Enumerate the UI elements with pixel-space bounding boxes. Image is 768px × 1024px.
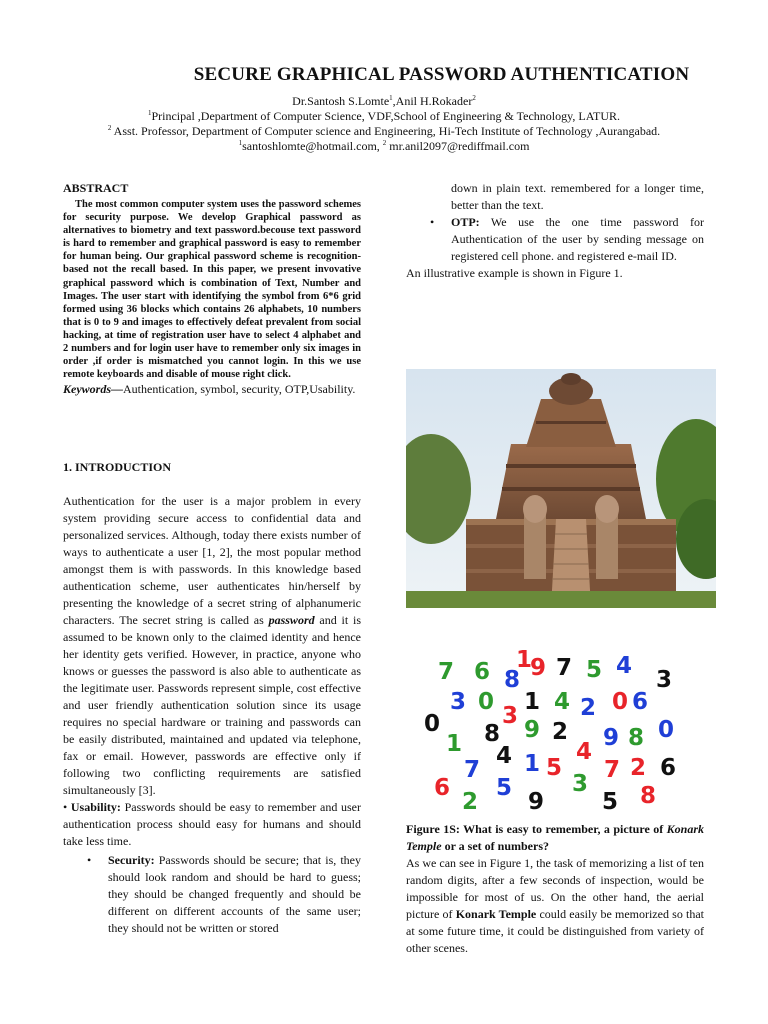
usability-item <box>63 799 361 850</box>
otp-label: OTP: <box>451 215 480 229</box>
discussion-text-b: could easily be memorized so that at some future time, it could be distinguished from variety of other scenes. <box>406 907 705 955</box>
digit-37: 9 <box>528 789 545 815</box>
security-label: Security: <box>108 853 155 867</box>
digit-2: 8 <box>504 667 521 693</box>
figure-caption <box>406 821 704 855</box>
digit-30: 7 <box>604 757 621 783</box>
caption-text-b: or a set of numbers? <box>441 839 549 853</box>
aff-1-text: Principal ,Department of Computer Science, VDF,School of Engineering & Technology, LATUR. <box>151 109 621 123</box>
digit-0: 7 <box>438 659 455 685</box>
email-line <box>0 135 768 154</box>
digit-25: 4 <box>496 743 513 769</box>
aff-1-sup: 1 <box>147 109 152 117</box>
digit-38: 5 <box>602 789 619 815</box>
digit-24: 1 <box>446 731 463 757</box>
digit-3: 1 <box>516 647 533 673</box>
otp-item <box>406 214 704 265</box>
security-text: Passwords should be secure; that is, they should look random and should be hard to guess; they should be changed frequently and should be different on different accounts of the same user; they should not be written or stored <box>108 853 361 935</box>
digit-34: 5 <box>496 775 513 801</box>
random-numbers-image <box>406 641 716 819</box>
illustrative-line: An illustrative example is shown in Figure 1. <box>406 266 623 280</box>
abstract-body: The most common computer system uses the password schemes for security purpose. We develop Graphical password as alternatives to biometry and text password.becouse text password is hard to remember and graphical password is easy to remember for human being. Our graphical password scheme is recognition-based not the recall based. In this paper, we present invovative graphical password which is combination of Text, Number and Images. The user start with identifying the symbol from 6*6 grid formed using 36 blocks which contains 26 alphabets, 10 numbers that is 0 to 9 and images to effectively defeat prevalent from social hacking, at time of registration user have to select 4 alphabet and 2 numbers and for login user have to remember only six images in order ,if order is mismatched you cannot login. In this we use remote keyboards and disable of mouse right click. <box>63 199 361 381</box>
digit-12: 4 <box>554 689 571 715</box>
author-2: ,Anil H.Rokader <box>392 94 473 108</box>
intro-text-a: Authentication for the user is a major problem in every system providing secure access to confidential data and personalized services. Although, today there exists number of ways to authenticate a user [1, 2], the most popular method amongst them is with passwords. In this knowledge based authentication scheme, user authenticates hin/herself by presenting the knowledge of a secret string of alphanumeric characters. The secret string is called as <box>63 494 361 627</box>
digit-31: 2 <box>630 755 647 781</box>
keywords-text: Authentication, symbol, security, OTP,Usability. <box>123 382 356 397</box>
introduction-body <box>63 493 361 937</box>
intro-text-b: and it is assumed to be known only to the claimed identity and hence her identity gets verified. However, in practice, anyone who knows or guesses the password is also able to authenticate as the legitimate user. Passwords represent simple, cost effective and user friendly authentication solution since its usage requires no special hardware or training and passwords can be easily distributed, maintained and updated via telephone, fax or email. However, passwords are effective only if following two conflicting requirements are satisfied simultaneously [3]. <box>63 613 361 797</box>
author-1: Dr.Santosh S.Lomte <box>292 94 390 108</box>
author-2-sup: 2 <box>472 94 476 102</box>
digit-14: 0 <box>612 689 629 715</box>
figure-caption-block <box>406 821 704 957</box>
otp-text: We use the one time password for Authentication of the user by sending message on registered cell phone. and registered e-mail ID. <box>451 215 704 263</box>
digit-15: 6 <box>632 689 649 715</box>
usability-label: Usability: <box>70 800 121 814</box>
keywords-label: Keywords— <box>63 382 123 397</box>
digit-18: 8 <box>484 721 501 747</box>
email-1: santoshlomte@hotmail.com, <box>242 139 383 153</box>
digit-17: 3 <box>502 703 519 729</box>
digit-21: 9 <box>603 725 620 751</box>
usability-bullet: • <box>63 800 71 814</box>
author-1-sup: 1 <box>389 94 393 102</box>
digit-35: 3 <box>572 771 589 797</box>
digit-27: 7 <box>464 757 481 783</box>
paper-title: SECURE GRAPHICAL PASSWORD AUTHENTICATION <box>193 64 690 85</box>
intro-emphasis: password <box>268 613 315 627</box>
digit-4: 9 <box>530 655 547 681</box>
digit-29: 5 <box>546 755 563 781</box>
figure-discussion <box>406 855 704 957</box>
bullet-dot-icon: • <box>87 853 92 867</box>
digit-6: 5 <box>586 657 603 683</box>
caption-text-a: Figure 1S: What is easy to remember, a picture of <box>406 822 667 836</box>
abstract-heading: ABSTRACT <box>63 181 129 195</box>
right-column <box>406 180 704 282</box>
digit-5: 7 <box>556 655 573 681</box>
digit-28: 1 <box>524 751 541 777</box>
digit-16: 0 <box>424 711 441 737</box>
digit-33: 6 <box>434 775 451 801</box>
digit-23: 0 <box>658 717 675 743</box>
konark-temple-image <box>406 369 716 608</box>
digit-39: 8 <box>640 783 657 809</box>
bullet-dot-icon: • <box>430 215 435 229</box>
digit-13: 2 <box>580 695 597 721</box>
security-continued <box>406 180 704 214</box>
digit-36: 2 <box>462 789 479 815</box>
security-cont-text: down in plain text. remembered for a longer time, better than the text. <box>451 181 704 212</box>
digit-10: 0 <box>478 689 495 715</box>
email-2: mr.anil2097@rediffmail.com <box>386 139 530 153</box>
digit-26: 4 <box>576 739 593 765</box>
discussion-text-a: As we can see in Figure 1, the task of memorizing a list of ten random digits, after a few seconds of inspection, would be impossible for most of us. On the other hand, the aerial picture of <box>406 856 704 921</box>
left-column <box>63 180 361 935</box>
digit-8: 3 <box>656 667 673 693</box>
email-2-sup: 2 <box>382 139 387 147</box>
aff-2-sup: 2 <box>107 124 112 132</box>
discussion-bold: Konark Temple <box>455 907 537 921</box>
digit-11: 1 <box>524 689 541 715</box>
digit-20: 2 <box>552 719 569 745</box>
email-1-sup: 1 <box>238 139 243 147</box>
digit-9: 3 <box>450 689 467 715</box>
digit-22: 8 <box>628 725 645 751</box>
keywords <box>63 381 361 397</box>
caption-emphasis: Konark Temple <box>406 822 704 853</box>
introduction-heading: 1. INTRODUCTION <box>63 460 172 474</box>
security-item <box>63 852 361 937</box>
digit-1: 6 <box>474 659 491 685</box>
usability-text: Passwords should be easy to remember and user authentication process should easy for humans and should take less time. <box>63 800 361 848</box>
digit-32: 6 <box>660 755 677 781</box>
digit-19: 9 <box>524 717 541 743</box>
digit-7: 4 <box>616 653 633 679</box>
aff-2-text: Asst. Professor, Department of Computer science and Engineering, Hi-Tech Institute of Technology ,Aurangabad. <box>111 124 661 138</box>
intro-paragraph <box>63 493 361 799</box>
